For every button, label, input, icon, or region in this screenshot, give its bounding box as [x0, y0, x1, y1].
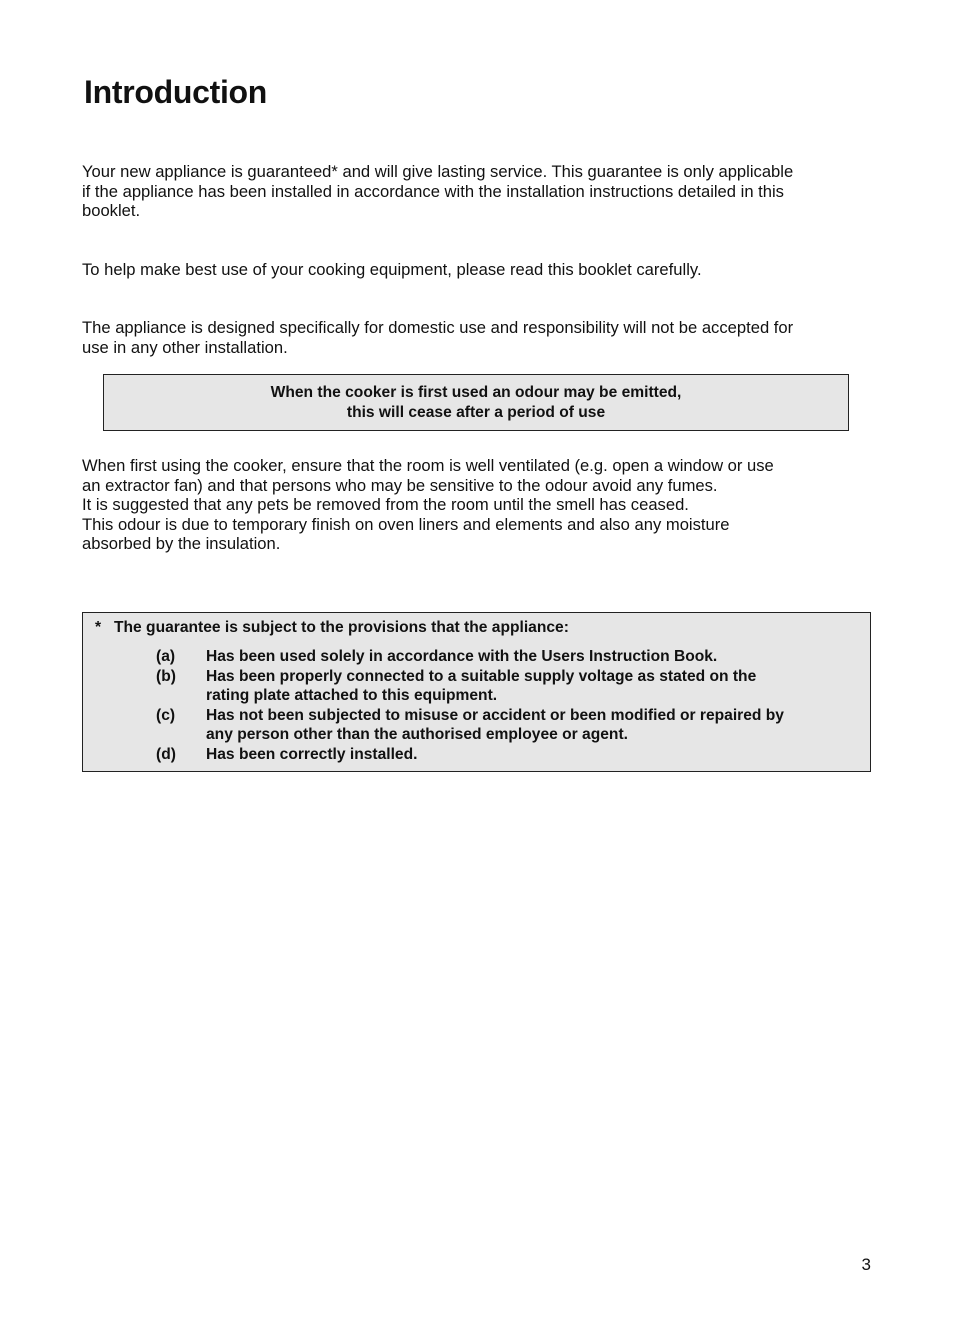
list-item [156, 706, 784, 745]
text-line: When first using the cooker, ensure that the room is well ventilated (e.g. open a window or use [82, 456, 774, 475]
text-line: rating plate attached to this equipment. [206, 687, 498, 705]
list-item-text [206, 745, 417, 765]
text-line: use in any other installation. [82, 337, 288, 357]
text-line: Has been correctly installed. [206, 745, 418, 763]
list-item [156, 647, 784, 667]
list-marker: (b) [156, 667, 176, 685]
page-title: Introduction [84, 74, 268, 110]
list-marker: (c) [156, 706, 176, 724]
list-item-text [206, 667, 756, 706]
text-line: booklet. [82, 201, 141, 221]
guarantee-heading [95, 618, 569, 638]
guarantee-intro-paragraph [82, 162, 878, 221]
notice-line: When the cooker is first used an odour may be emitted, [270, 384, 682, 401]
text-line: Has not been subjected to misuse or accident or been modified or repaired by [206, 706, 784, 724]
read-booklet-paragraph [82, 260, 878, 280]
list-marker: (a) [156, 648, 176, 665]
list-item [156, 745, 784, 765]
text-line: absorbed by the insulation. [82, 534, 281, 554]
domestic-use-paragraph [82, 318, 878, 357]
notice-line: this will cease after a period of use [346, 403, 606, 421]
guarantee-conditions-list [156, 647, 784, 765]
text-line: To help make best use of your cooking equipment, please read this booklet carefully. [82, 260, 702, 279]
list-marker: (d) [156, 745, 176, 763]
list-item-text [206, 706, 784, 745]
text-line: an extractor fan) and that persons who may be sensitive to the odour avoid any fumes. [82, 475, 718, 495]
text-line: It is suggested that any pets be removed from the room until the smell has ceased. [82, 495, 689, 515]
text-line: Has been used solely in accordance with the Users Instruction Book. [206, 648, 718, 665]
text-line: Has been properly connected to a suitable supply voltage as stated on the [206, 667, 757, 685]
guarantee-conditions-box [82, 612, 871, 772]
list-item-text [206, 647, 717, 667]
text-line: The appliance is designed specifically for domestic use and responsibility will not be accepted for [82, 318, 794, 337]
ventilation-paragraph [82, 456, 878, 554]
asterisk-marker: * [95, 619, 102, 636]
list-item [156, 667, 784, 706]
odour-notice-box [103, 374, 849, 431]
text-line: This odour is due to temporary finish on oven liners and elements and also any moisture [82, 514, 730, 534]
guarantee-heading-text: The guarantee is subject to the provisions that the appliance: [114, 619, 569, 636]
text-line: Your new appliance is guaranteed* and will give lasting service. This guarantee is only applicable [82, 162, 794, 181]
page-number: 3 [861, 1255, 871, 1274]
text-line: any person other than the authorised employee or agent. [206, 726, 628, 744]
text-line: if the appliance has been installed in accordance with the installation instructions detailed in this [82, 181, 784, 201]
